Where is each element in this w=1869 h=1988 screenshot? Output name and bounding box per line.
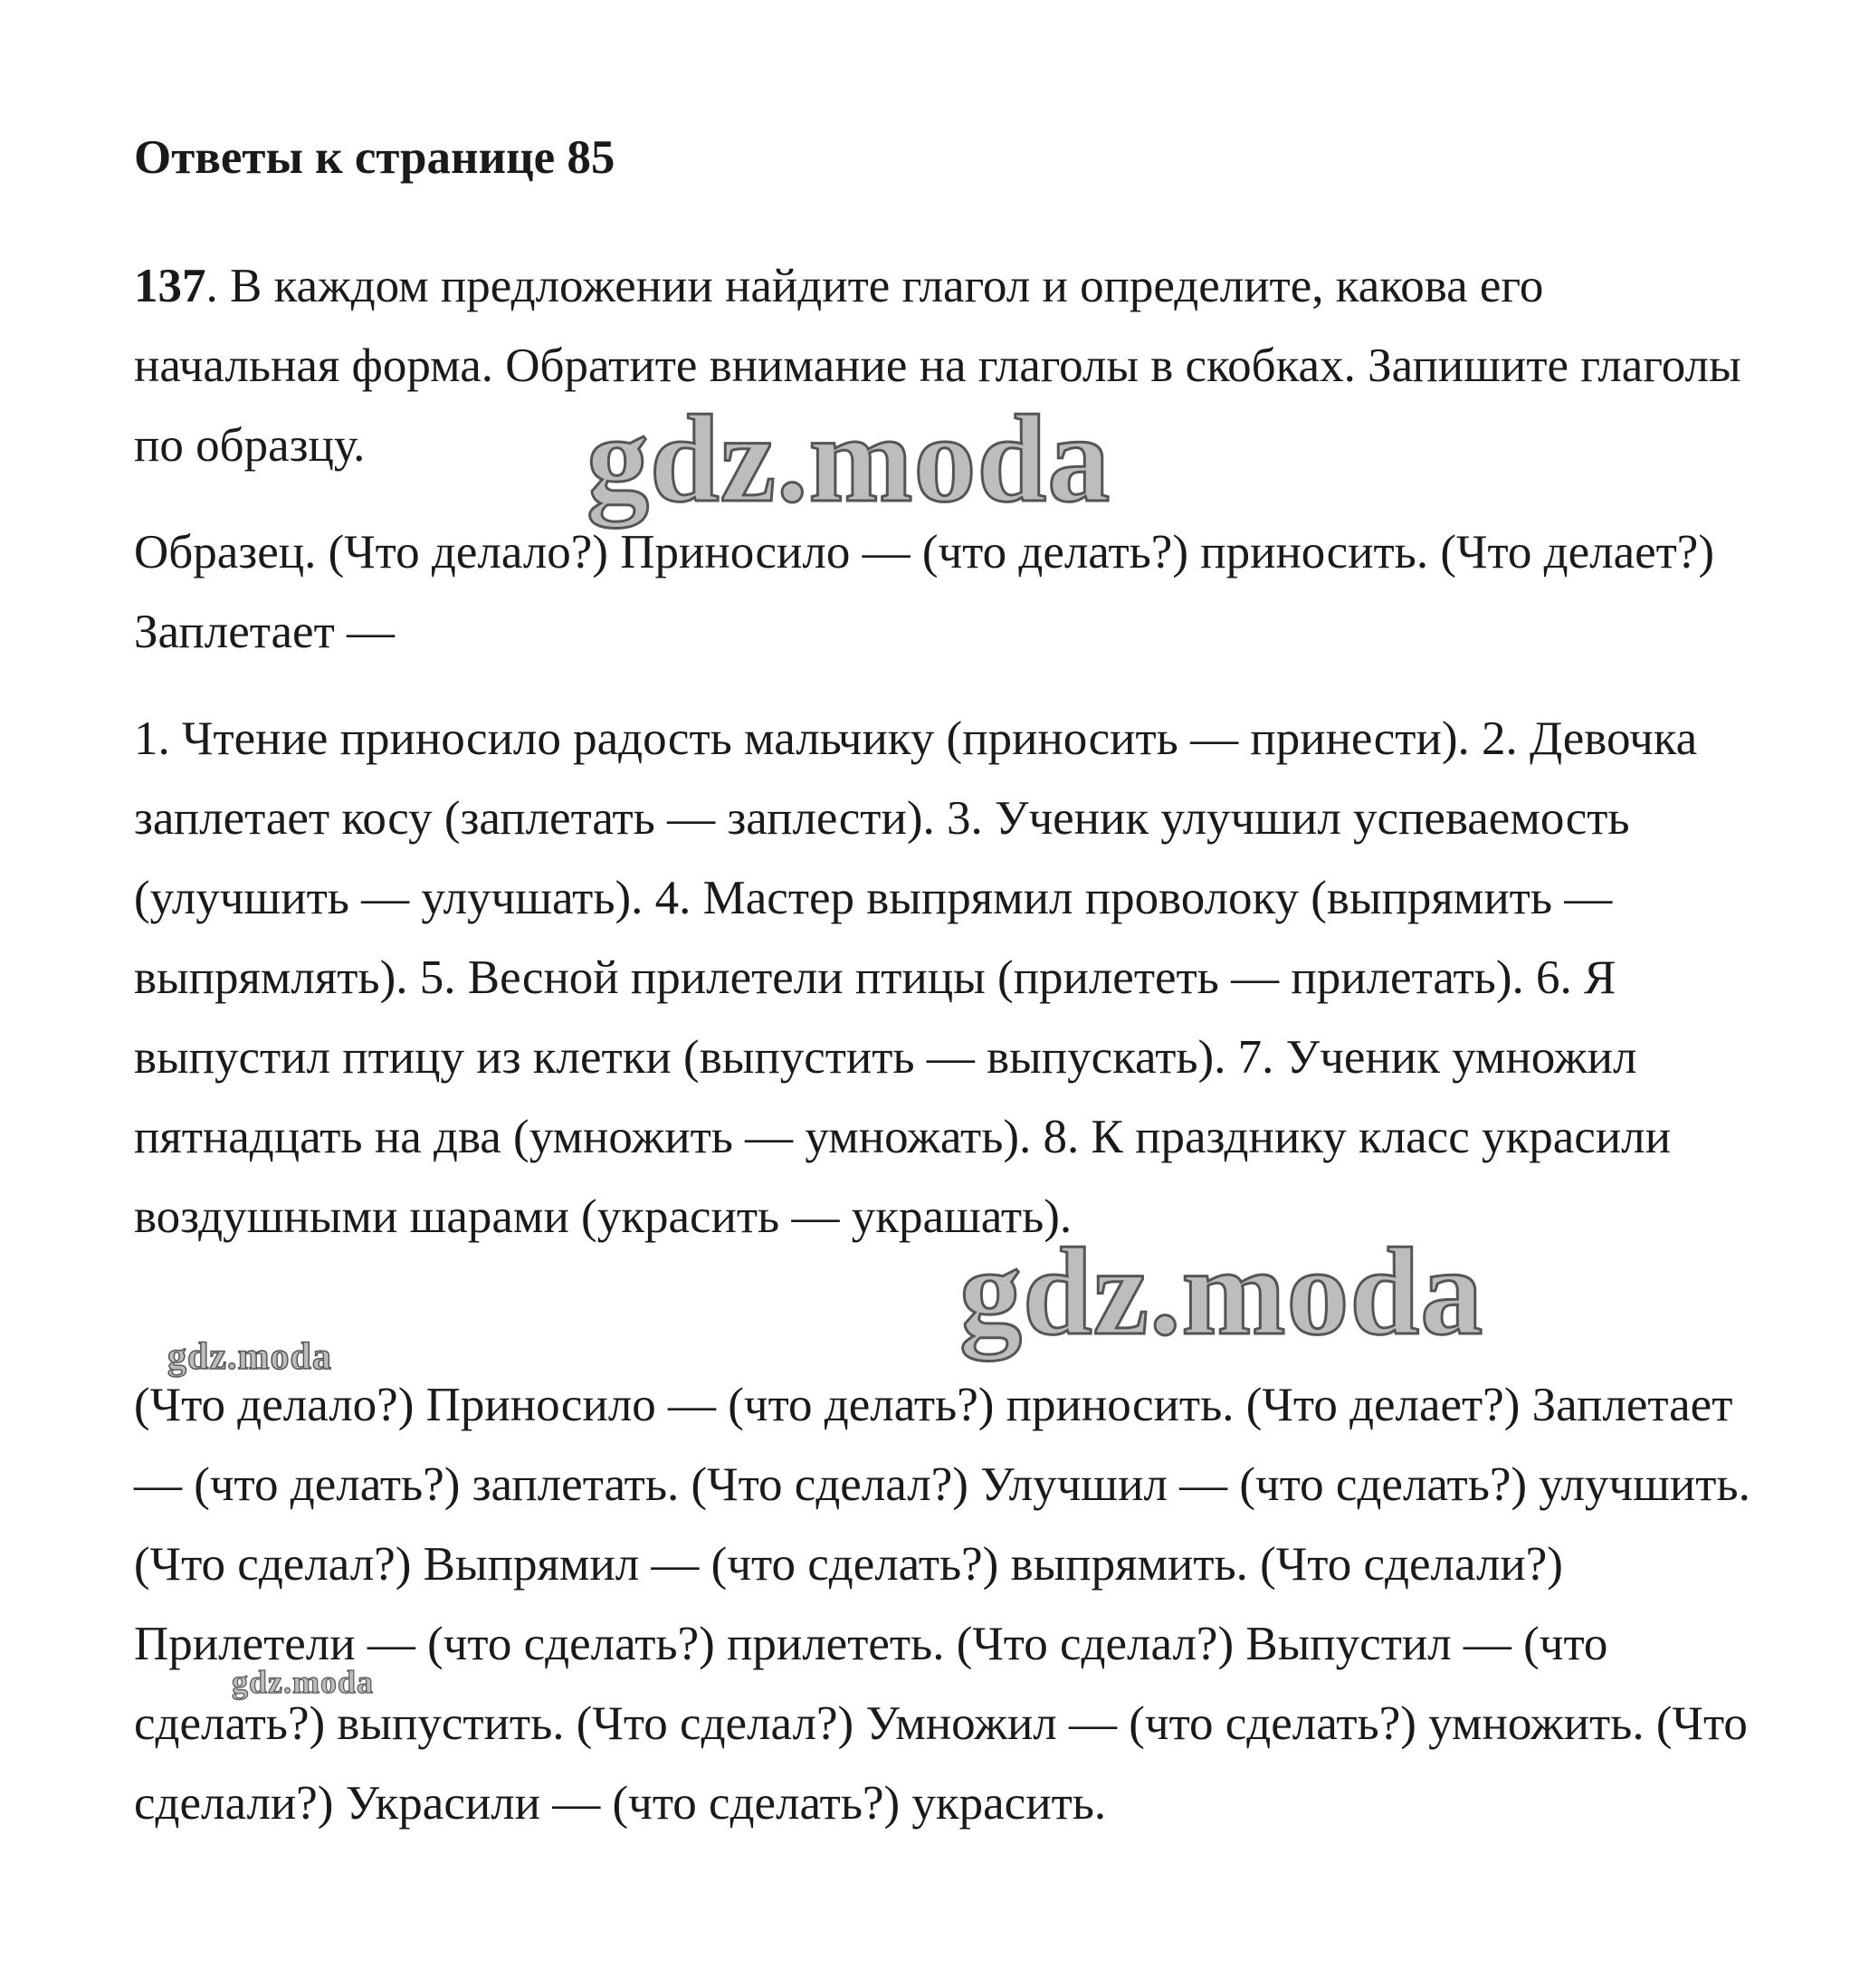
sample-text: Образец. (Что делало?) Приносило — (что делать?) приносить. (Что делает?) Заплетает —: [134, 526, 1714, 658]
watermark-logo: gdz.moda: [959, 1222, 1484, 1361]
watermark-logo: gdz.moda: [167, 1336, 332, 1378]
answer-text: (Что делало?) Приносило — (что делать?) приносить. (Что делает?) Заплетает — (что делать?) заплетать. (Что сделал?) Улучшил — (что сделать?) улучшить. (Что сделал?) Выпрямил — (что сделать?) выпрямить. (Что сделали?) Прилетели — (что сделать?) прилететь. (Что сделал?) Выпустил — (что сделать?) выпустить. (Что сделал?) Умножил — (что сделать?) умножить. (Что сделали?) Украсили — (что сделать?) украсить.: [134, 1379, 1750, 1830]
page-title: Ответы к странице 85: [134, 131, 615, 184]
task-number: 137: [134, 260, 206, 312]
watermark-logo: gdz.moda: [586, 389, 1111, 528]
task-text: . В каждом предложении найдите глагол и определите, какова его начальная форма. Обратите внимание на глаголы в скобках. Запишите глаголы по образцу.: [134, 260, 1741, 472]
exercise-sentences: 1. Чтение приносило радость мальчику (приносить — принести). 2. Девочка заплетает косу (заплетать — заплести). 3. Ученик улучшил успеваемость (улучшить — улучшать). 4. Мастер выпрямил проволоку (выпрямить — выпрямлять). 5. Весной прилетели птицы (прилететь — прилетать). 6. Я выпустил птицу из клетки (выпустить — выпускать). 7. Ученик умножил пятнадцать на два (умножить — умножать). 8. К празднику класс украсили воздушными шарами (украсить — украшать).: [134, 712, 1698, 1243]
watermark-logo: gdz.moda: [232, 1664, 375, 1700]
